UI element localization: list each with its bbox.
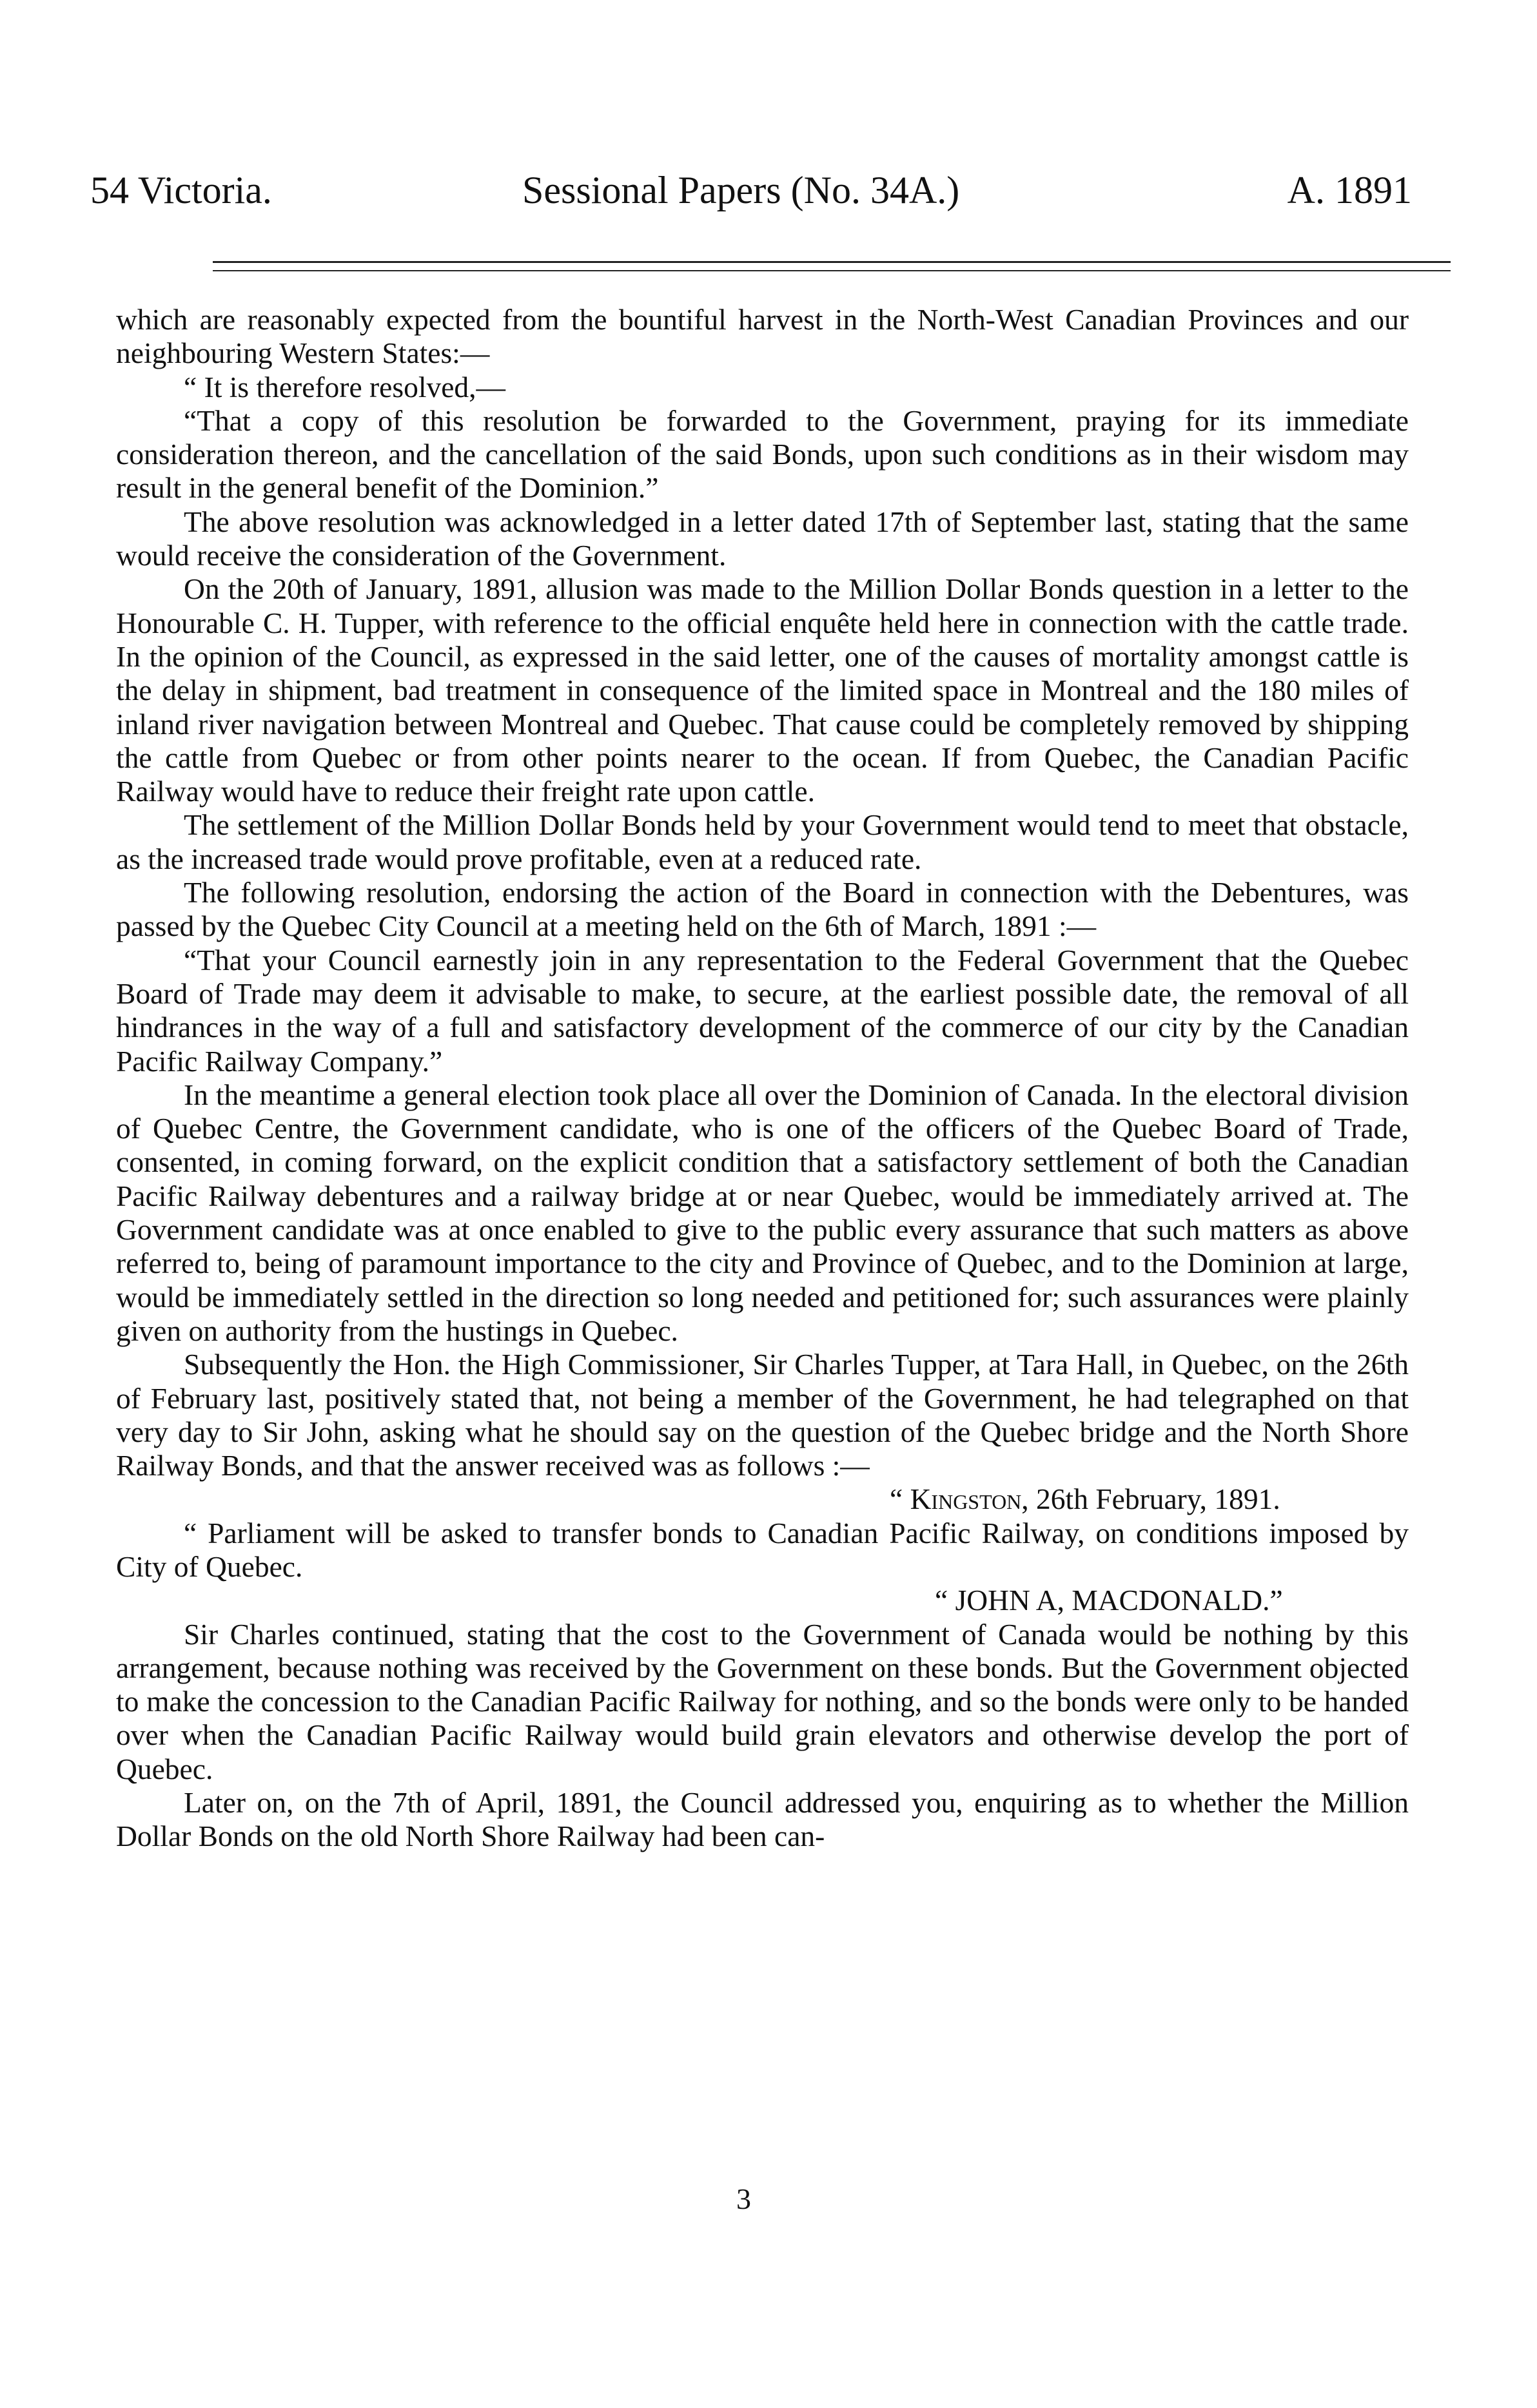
page-number: 3 — [736, 2182, 751, 2215]
running-header — [90, 164, 1412, 222]
telegram-place: Kingston — [910, 1482, 1022, 1516]
paragraph: “That your Council earnestly join in any representation to the Federal Government that the Quebec Board of Trade may deem it advisable to make, to secure, at the earliest possible date, the removal of all hindrances in the way of a full and satisfactory development of the commerce of our city by the Canadian Pacific Railway Company.” — [116, 943, 1409, 1078]
paragraph: The following resolution, endorsing the action of the Board in connection with the Debentures, was passed by the Quebec City Council at a meeting held on the 6th of March, 1891 :— — [116, 876, 1409, 943]
header-volume: 54 Victoria. — [90, 169, 272, 211]
paragraph: Later on, on the 7th of April, 1891, the Council addressed you, enquiring as to whether the Million Dollar Bonds on the old North Shore Railway had been can- — [116, 1786, 1409, 1853]
telegram-dateline: “ Kingston, 26th February, 1891. — [890, 1482, 1280, 1516]
header-title: Sessional Papers (No. 34A.) — [522, 169, 960, 211]
paragraph: On the 20th of January, 1891, allusion was made to the Million Dollar Bonds question in a letter to the Honourable C. H. Tupper, with reference to the official enquête held here in connection with the cattle trade. In the opinion of the Council, as expressed in the said letter, one of the causes of mortality amongst cattle is the delay in shipment, bad treatment in consequence of the limited space in Montreal and the 180 miles of inland river navigation between Montreal and Quebec. That cause could be completely removed by shipping the cattle from Quebec or from other points nearer to the ocean. If from Quebec, the Canadian Pacific Railway would have to reduce their freight rate upon cattle. — [116, 572, 1409, 808]
paragraph: “That a copy of this resolution be forwarded to the Government, praying for its immediate consideration thereon, and the cancellation of the said Bonds, upon such conditions as in their wisdom may result in the general benefit of the Dominion.” — [116, 403, 1409, 505]
paragraph: “ It is therefore resolved,— — [184, 370, 506, 403]
header-rule — [213, 261, 1451, 263]
paragraph: Sir Charles continued, stating that the cost to the Government of Canada would be nothing by this arrangement, because nothing was received by the Government on these bonds. But the Government objected to make the concession to the Canadian Pacific Railway for nothing, and so the bonds were only to be handed over when the Canadian Pacific Railway would build grain elevators and otherwise develop the port of Quebec. — [116, 1617, 1409, 1785]
paragraph: which are reasonably expected from the bountiful harvest in the North-West Canadian Provinces and our neighbouring Western States:— — [116, 303, 1409, 370]
paragraph: In the meantime a general election took place all over the Dominion of Canada. In the electoral division of Quebec Centre, the Government candidate, who is one of the officers of the Quebec Board of Trade, consented, in coming forward, on the explicit condition that a satisfactory settlement of both the Canadian Pacific Railway debentures and a railway bridge at or near Quebec, would be immediately arrived at. The Government candidate was at once enabled to give to the public every assurance that such matters as above referred to, being of paramount importance to the city and Province of Quebec, and to the Dominion at large, would be immediately settled in the direction so long needed and petitioned for; such assurances were plainly given on authority from the hustings in Quebec. — [116, 1078, 1409, 1347]
header-rule-lower — [213, 270, 1451, 271]
document-body — [116, 303, 1409, 1854]
paragraph: Subsequently the Hon. the High Commissioner, Sir Charles Tupper, at Tara Hall, in Quebec, on the 26th of February last, positively stated that, not being a member of the Government, he had telegraphed on that very day to Sir John, asking what he should say on the question of the Quebec bridge and the North Shore Railway Bonds, and that the answer received was as follows :— — [116, 1348, 1409, 1482]
telegram-date: , 26th February, 1891. — [1021, 1482, 1280, 1516]
paragraph: The settlement of the Million Dollar Bonds held by your Government would tend to meet that obstacle, as the increased trade would prove profitable, even at a reduced rate. — [116, 808, 1409, 875]
header-year: A. 1891 — [1287, 169, 1412, 211]
telegram-body: “ Parliament will be asked to transfer bonds to Canadian Pacific Railway, on conditions imposed by City of Quebec. — [116, 1516, 1409, 1583]
paragraph: The above resolution was acknowledged in a letter dated 17th of September last, stating that the same would receive the consideration of the Government. — [116, 505, 1409, 572]
telegram-signature: “ JOHN A, MACDONALD.” — [935, 1584, 1283, 1617]
